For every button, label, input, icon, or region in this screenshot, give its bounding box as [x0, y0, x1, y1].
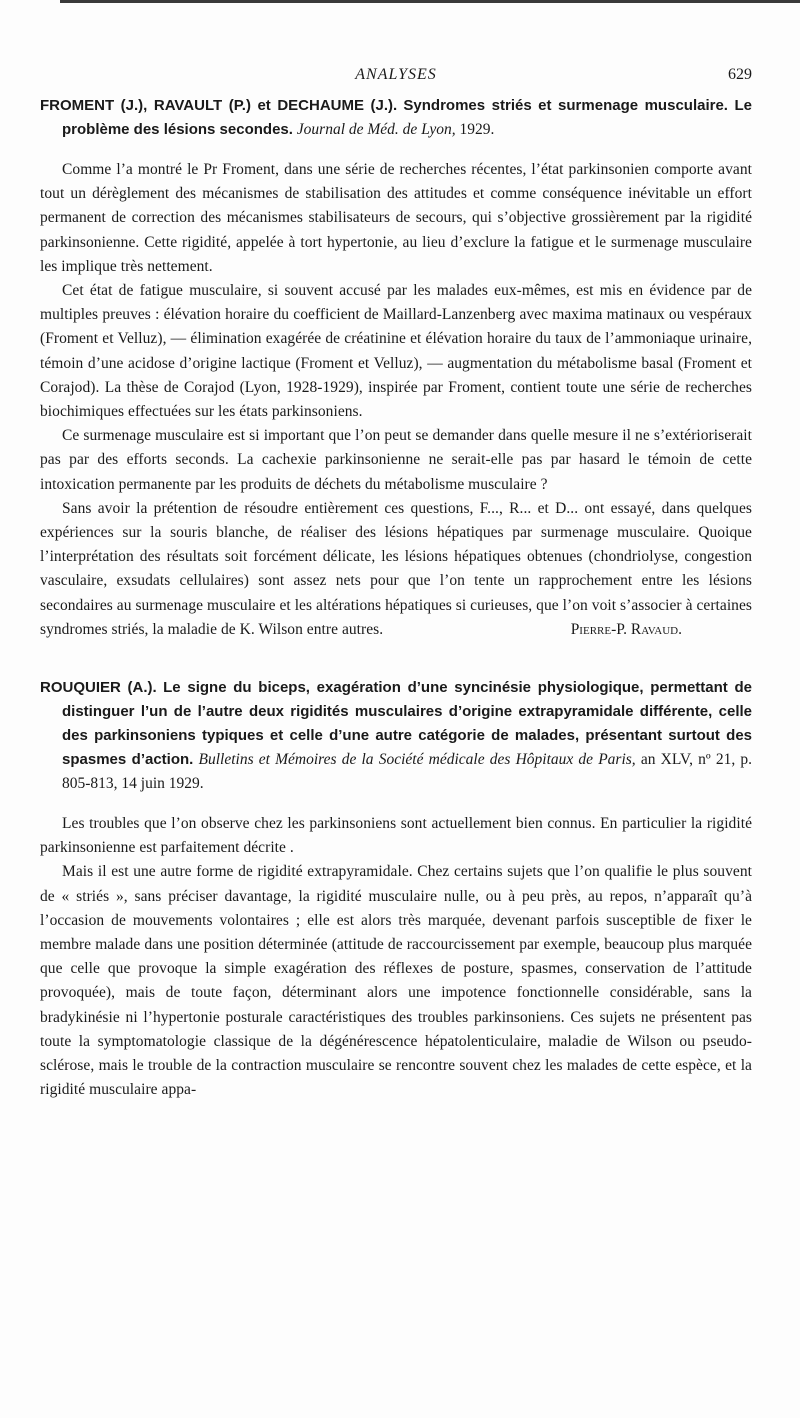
page-header: [40, 60, 752, 90]
paragraph: Cet état de fatigue musculaire, si souvent accusé par les malades eux-mêmes, est mis en évidence par de multiples preuves : élévation horaire du coefficient de Maillard-Lanzenberg avec maxima matinaux ou vespéraux (Froment et Velluz), — élimination exagérée de créatinine et élévation horaire du taux de l’ammoniaque urinaire, témoin d’une acidose d’origine lactique (Froment et Velluz), — augmentation du métabolisme basal (Froment et Corajod). La thèse de Corajod (Lyon, 1928-1929), inspirée par Froment, contient toute une série de recherches biochimiques effectuées sur les états parkinsoniens.: [40, 282, 752, 421]
article-authors: ROUQUIER (A.).: [40, 679, 157, 697]
article-authors: FROMENT (J.), RAVAULT (P.) et DECHAUME (J.).: [40, 97, 398, 114]
article-rouquier: [40, 676, 752, 1102]
article-reference: [40, 676, 752, 796]
reviewer-signature: Pierre-P. Ravaud.: [570, 621, 682, 639]
article-title: Syndromes striés et surmenage musculaire. Le problème des lésions secondes.: [62, 97, 752, 138]
paragraph: Comme l’a montré le Pr Froment, dans une série de recherches récentes, l’état parkinsonien comporte avant tout un dérèglement des mécanismes de stabilisation des attitudes et comme conséquence inévitable un effort permanent de correction des mécanismes stabilisateurs de secours, qui s’objective grossièrement par la rigidité parkinsonienne. Cette rigidité, appelée à tort hypertonie, au lieu d’exclure la fatigue et le surmenage musculaire les implique très nettement.: [40, 161, 752, 275]
article-froment: [40, 94, 752, 642]
article-citation: 1929.: [459, 121, 495, 138]
article-journal: Journal de Méd. de Lyon,: [296, 121, 456, 138]
paragraph: Les troubles que l’on observe chez les parkinsoniens sont actuellement bien connus. En particulier la rigidité parkinsonienne est parfaitement décrite .: [40, 815, 752, 857]
page-number: 629: [728, 66, 752, 83]
paragraph: Sans avoir la prétention de résoudre entièrement ces questions, F..., R... et D... ont essayé, dans quelques expériences sur la souris blanche, de réaliser des lésions hépatiques par surmenage musculaire. Quoique l’interprétation des résultats soit forcément délicate, les lésions hépatiques obtenues (chondriolyse, congestion vasculaire, exsudats cellulaires) sont assez nets pour que l’on tente un rapprochement entre les lésions secondaires au surmenage musculaire et les altérations hépatiques si curieuses, que l’on voit s’associer à certaines syndromes striés, la maladie de K. Wilson entre autres.: [40, 499, 752, 638]
page-top-edge: [60, 0, 800, 3]
paragraph: Mais il est une autre forme de rigidité extrapyramidale. Chez certains sujets que l’on qualifie le plus souvent de « striés », sans préciser davantage, la rigidité musculaire nulle, ou à peu près, au repos, n’apparaît qu’à l’occasion de mouvements volontaires ; elle est alors très marquée, devenant parfois susceptible de fixer le membre malade dans une position déterminée (attitude de raccourcissement par exemple, beaucoup plus marquée que celle que provoque la simple exagération des réflexes de posture, spasmes, conservation de l’attitude provoquée), mais de toute façon, déterminant alors une impotence fonctionnelle considérable, sans la bradykinésie ni l’hypertonie posturale caractéristiques des troubles parkinsoniens. Ces sujets ne présentent pas toute la symptomatologie classique de la dégénérescence hépatolenticulaire, maladie de Wilson ou pseudo-sclérose, mais le trouble de la contraction musculaire se rencontre souvent chez les malades de cette espèce, et la rigidité musculaire appa-: [40, 863, 752, 1099]
running-head: ANALYSES: [355, 66, 437, 83]
article-title: Le signe du biceps, exagération d’une syncinésie physiologique, permettant de distinguer l’un de l’autre deux rigidités musculaires d’origine extrapyramidale différente, celle des parkinsoniens typiques et celle d’une autre catégorie de malades, présentant surtout des spasmes d’action.: [62, 679, 753, 769]
article-citation: an XLV, nº 21, p. 805-813, 14 juin 1929.: [62, 751, 753, 793]
paragraph: Ce surmenage musculaire est si important que l’on peut se demander dans quelle mesure il ne s’extérioriserait pas par des efforts seconds. La cachexie parkinsonienne ne serait-elle pas par hasard le témoin de cette intoxication permanente par les produits de déchets du métabolisme musculaire ?: [40, 427, 752, 493]
journal-page: [40, 60, 752, 1103]
article-journal: Bulletins et Mémoires de la Société médicale des Hôpitaux de Paris,: [198, 751, 636, 769]
article-reference: [40, 94, 752, 142]
